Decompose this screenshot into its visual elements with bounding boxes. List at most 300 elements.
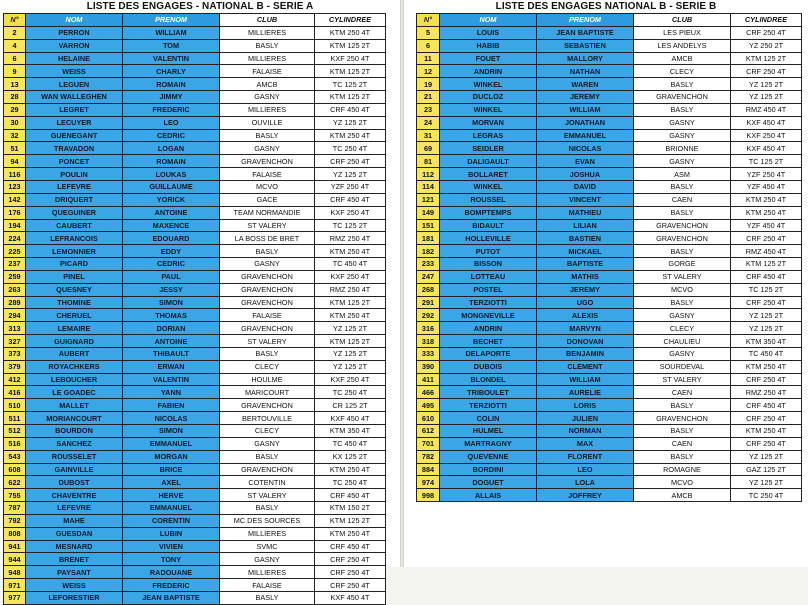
rider-bike: KXF 450 4T bbox=[315, 412, 386, 425]
rider-last-name: ANDRIN bbox=[440, 322, 537, 335]
rider-club: GRAVENCHON bbox=[634, 232, 731, 245]
table-row bbox=[4, 322, 386, 335]
rider-club: LES PIEUX bbox=[634, 26, 731, 39]
rider-last-name: LEFORESTIER bbox=[26, 591, 123, 604]
rider-first-name: BASTIEN bbox=[537, 232, 634, 245]
table-row bbox=[417, 309, 802, 322]
rider-number: 6 bbox=[4, 52, 26, 65]
rider-first-name: LUBIN bbox=[123, 527, 220, 540]
rider-last-name: LECUYER bbox=[26, 116, 123, 129]
table-row bbox=[4, 476, 386, 489]
rider-last-name: LOTTEAU bbox=[440, 270, 537, 283]
rider-first-name: WILLIAM bbox=[537, 103, 634, 116]
rider-number: 225 bbox=[4, 245, 26, 258]
rider-club: ST VALERY bbox=[220, 335, 315, 348]
table-row bbox=[417, 180, 802, 193]
rider-last-name: AUBERT bbox=[26, 347, 123, 360]
rider-club: FALAISE bbox=[220, 579, 315, 592]
table-row bbox=[4, 168, 386, 181]
rider-first-name: CEDRIC bbox=[123, 258, 220, 271]
table-row bbox=[4, 360, 386, 373]
table-row bbox=[4, 489, 386, 502]
rider-club: GASNY bbox=[220, 91, 315, 104]
rider-bike: TC 125 2T bbox=[731, 155, 802, 168]
rider-first-name: MAX bbox=[537, 437, 634, 450]
rider-first-name: DONOVAN bbox=[537, 335, 634, 348]
rider-last-name: LEFEVRE bbox=[26, 502, 123, 515]
entries-table-serie-b bbox=[416, 13, 802, 502]
table-row bbox=[4, 386, 386, 399]
rider-club: BASLY bbox=[634, 399, 731, 412]
rider-number: 294 bbox=[4, 309, 26, 322]
rider-number: 977 bbox=[4, 591, 26, 604]
rider-club: CLECY bbox=[220, 425, 315, 438]
rider-bike: KTM 125 2T bbox=[315, 65, 386, 78]
rider-bike: KTM 125 2T bbox=[315, 91, 386, 104]
rider-last-name: DUBOIS bbox=[440, 360, 537, 373]
rider-club: BASLY bbox=[220, 245, 315, 258]
rider-club: BASLY bbox=[220, 591, 315, 604]
rider-number: 622 bbox=[4, 476, 26, 489]
table-row bbox=[417, 437, 802, 450]
rider-first-name: AXEL bbox=[123, 476, 220, 489]
rider-last-name: MARTRAGNY bbox=[440, 437, 537, 450]
rider-number: 247 bbox=[417, 270, 440, 283]
rider-number: 9 bbox=[4, 65, 26, 78]
rider-number: 808 bbox=[4, 527, 26, 540]
rider-club: GACE bbox=[220, 193, 315, 206]
rider-number: 390 bbox=[417, 360, 440, 373]
rider-first-name: JEREMY bbox=[537, 283, 634, 296]
table-row bbox=[417, 129, 802, 142]
rider-number: 974 bbox=[417, 476, 440, 489]
rider-club: BASLY bbox=[634, 78, 731, 91]
table-row bbox=[417, 91, 802, 104]
rider-number: 516 bbox=[4, 437, 26, 450]
rider-first-name: ANTOINE bbox=[123, 335, 220, 348]
rider-bike: YZ 125 2T bbox=[315, 322, 386, 335]
rider-bike: YZ 125 2T bbox=[731, 91, 802, 104]
table-row bbox=[417, 103, 802, 116]
rider-club: BASLY bbox=[634, 296, 731, 309]
rider-number: 116 bbox=[4, 168, 26, 181]
rider-club: CAEN bbox=[634, 193, 731, 206]
rider-bike: KTM 250 4T bbox=[731, 425, 802, 438]
rider-last-name: QUEGUINER bbox=[26, 206, 123, 219]
rider-club: BASLY bbox=[634, 206, 731, 219]
table-row bbox=[4, 91, 386, 104]
rider-club: GRAVENCHON bbox=[220, 296, 315, 309]
rider-bike: GAZ 125 2T bbox=[731, 463, 802, 476]
rider-bike: KTM 125 2T bbox=[315, 39, 386, 52]
table-row bbox=[417, 360, 802, 373]
rider-last-name: FOUET bbox=[440, 52, 537, 65]
table-header-row bbox=[417, 14, 802, 27]
rider-last-name: ROUSSEL bbox=[440, 193, 537, 206]
table-row bbox=[4, 65, 386, 78]
table-row bbox=[4, 463, 386, 476]
table-row bbox=[417, 335, 802, 348]
rider-club: AMCB bbox=[634, 489, 731, 502]
rider-club: GASNY bbox=[634, 347, 731, 360]
rider-number: 81 bbox=[417, 155, 440, 168]
table-row bbox=[417, 425, 802, 438]
rider-number: 149 bbox=[417, 206, 440, 219]
rider-last-name: QUESNEY bbox=[26, 283, 123, 296]
header-prenom: PRENOM bbox=[537, 14, 634, 27]
rider-number: 292 bbox=[417, 309, 440, 322]
rider-first-name: DAVID bbox=[537, 180, 634, 193]
table-row bbox=[4, 232, 386, 245]
rider-number: 32 bbox=[4, 129, 26, 142]
rider-bike: YZF 450 4T bbox=[731, 219, 802, 232]
rider-first-name: MATHIS bbox=[537, 270, 634, 283]
rider-club: GRAVENCHON bbox=[220, 399, 315, 412]
rider-last-name: LEGRET bbox=[26, 103, 123, 116]
table-row bbox=[4, 412, 386, 425]
page-serie-b bbox=[404, 0, 808, 567]
rider-first-name: LOLA bbox=[537, 476, 634, 489]
rider-last-name: HOLLEVILLE bbox=[440, 232, 537, 245]
rider-club: GRAVENCHON bbox=[220, 322, 315, 335]
rider-last-name: CHAVENTRE bbox=[26, 489, 123, 502]
rider-number: 787 bbox=[4, 502, 26, 515]
rider-bike: YZ 250 2T bbox=[731, 39, 802, 52]
rider-bike: CRF 450 4T bbox=[315, 103, 386, 116]
rider-bike: KTM 250 4T bbox=[731, 360, 802, 373]
table-row bbox=[4, 347, 386, 360]
rider-last-name: PONCET bbox=[26, 155, 123, 168]
table-row bbox=[417, 26, 802, 39]
rider-number: 121 bbox=[417, 193, 440, 206]
rider-number: 11 bbox=[417, 52, 440, 65]
rider-club: GASNY bbox=[220, 258, 315, 271]
rider-bike: CRF 450 4T bbox=[315, 193, 386, 206]
rider-last-name: LEMONNIER bbox=[26, 245, 123, 258]
rider-bike: YZ 125 2T bbox=[315, 168, 386, 181]
rider-bike: CRF 250 4T bbox=[731, 26, 802, 39]
rider-club: MCVO bbox=[634, 476, 731, 489]
rider-first-name: TOM bbox=[123, 39, 220, 52]
rider-last-name: WEISS bbox=[26, 65, 123, 78]
rider-club: GRAVENCHON bbox=[634, 219, 731, 232]
rider-bike: YZ 125 2T bbox=[315, 360, 386, 373]
rider-number: 94 bbox=[4, 155, 26, 168]
rider-club: MILLIERES bbox=[220, 527, 315, 540]
rider-club: MCVO bbox=[220, 180, 315, 193]
table-row bbox=[417, 116, 802, 129]
rider-first-name: EMMANUEL bbox=[123, 437, 220, 450]
rider-club: BASLY bbox=[634, 245, 731, 258]
rider-last-name: GUENEGANT bbox=[26, 129, 123, 142]
rider-first-name: LILIAN bbox=[537, 219, 634, 232]
rider-first-name: DORIAN bbox=[123, 322, 220, 335]
rider-first-name: SIMON bbox=[123, 296, 220, 309]
table-row bbox=[4, 270, 386, 283]
table-row bbox=[4, 206, 386, 219]
rider-first-name: JIMMY bbox=[123, 91, 220, 104]
rider-number: 944 bbox=[4, 553, 26, 566]
rider-first-name: LOGAN bbox=[123, 142, 220, 155]
header-nom: NOM bbox=[440, 14, 537, 27]
rider-last-name: TERZIOTTI bbox=[440, 296, 537, 309]
rider-first-name: JEREMY bbox=[537, 91, 634, 104]
rider-club: MILLIERES bbox=[220, 52, 315, 65]
rider-number: 2 bbox=[4, 26, 26, 39]
table-row bbox=[4, 579, 386, 592]
table-row bbox=[4, 591, 386, 604]
rider-number: 610 bbox=[417, 412, 440, 425]
rider-last-name: DUCLOZ bbox=[440, 91, 537, 104]
rider-first-name: FREDERIC bbox=[123, 103, 220, 116]
rider-bike: RMZ 250 4T bbox=[315, 232, 386, 245]
table-row bbox=[4, 26, 386, 39]
rider-bike: YZF 250 4T bbox=[731, 168, 802, 181]
rider-last-name: GAINVILLE bbox=[26, 463, 123, 476]
rider-first-name: FREDERIC bbox=[123, 579, 220, 592]
rider-club: GASNY bbox=[220, 142, 315, 155]
table-row bbox=[4, 296, 386, 309]
header-club: CLUB bbox=[634, 14, 731, 27]
rider-bike: KTM 250 4T bbox=[315, 527, 386, 540]
rider-number: 4 bbox=[4, 39, 26, 52]
rider-number: 69 bbox=[417, 142, 440, 155]
table-row bbox=[4, 129, 386, 142]
rider-bike: YZ 125 2T bbox=[315, 347, 386, 360]
table-body-serie-a bbox=[4, 26, 386, 604]
rider-number: 29 bbox=[4, 103, 26, 116]
table-row bbox=[417, 78, 802, 91]
rider-bike: TC 250 4T bbox=[315, 142, 386, 155]
rider-bike: KTM 250 4T bbox=[315, 309, 386, 322]
table-row bbox=[417, 322, 802, 335]
rider-number: 512 bbox=[4, 425, 26, 438]
rider-club: ASM bbox=[634, 168, 731, 181]
rider-number: 51 bbox=[4, 142, 26, 155]
rider-bike: KXF 250 4T bbox=[315, 206, 386, 219]
rider-last-name: HULMEL bbox=[440, 425, 537, 438]
rider-last-name: LEGUEN bbox=[26, 78, 123, 91]
table-row bbox=[417, 193, 802, 206]
rider-bike: TC 250 4T bbox=[315, 476, 386, 489]
table-row bbox=[417, 476, 802, 489]
rider-first-name: YORICK bbox=[123, 193, 220, 206]
rider-first-name: MARVYN bbox=[537, 322, 634, 335]
rider-first-name: WILLIAM bbox=[537, 373, 634, 386]
rider-bike: CRF 250 4T bbox=[315, 579, 386, 592]
rider-club: GRAVENCHON bbox=[634, 91, 731, 104]
rider-number: 948 bbox=[4, 566, 26, 579]
rider-first-name: MALLORY bbox=[537, 52, 634, 65]
rider-last-name: MONGNEVILLE bbox=[440, 309, 537, 322]
rider-bike: CRF 250 4T bbox=[731, 373, 802, 386]
rider-bike: RMZ 450 4T bbox=[731, 245, 802, 258]
rider-first-name: LEO bbox=[537, 463, 634, 476]
rider-first-name: ROMAIN bbox=[123, 78, 220, 91]
rider-last-name: ANDRIN bbox=[440, 65, 537, 78]
rider-number: 13 bbox=[4, 78, 26, 91]
header-club: CLUB bbox=[220, 14, 315, 27]
table-row bbox=[4, 450, 386, 463]
rider-club: LES ANDELYS bbox=[634, 39, 731, 52]
rider-club: MC DES SOURCES bbox=[220, 514, 315, 527]
table-row bbox=[417, 489, 802, 502]
table-row bbox=[417, 270, 802, 283]
rider-first-name: MICKAEL bbox=[537, 245, 634, 258]
rider-last-name: HABIB bbox=[440, 39, 537, 52]
table-row bbox=[417, 386, 802, 399]
rider-club: MCVO bbox=[634, 283, 731, 296]
rider-number: 19 bbox=[417, 78, 440, 91]
rider-last-name: BLONDEL bbox=[440, 373, 537, 386]
rider-club: ST VALERY bbox=[220, 219, 315, 232]
rider-club: CLECY bbox=[634, 65, 731, 78]
rider-bike: KTM 350 4T bbox=[731, 335, 802, 348]
header-nom: NOM bbox=[26, 14, 123, 27]
rider-number: 12 bbox=[417, 65, 440, 78]
rider-number: 259 bbox=[4, 270, 26, 283]
rider-number: 411 bbox=[417, 373, 440, 386]
rider-number: 151 bbox=[417, 219, 440, 232]
table-row bbox=[417, 232, 802, 245]
rider-first-name: THIBAULT bbox=[123, 347, 220, 360]
rider-last-name: LEFEVRE bbox=[26, 180, 123, 193]
rider-last-name: BOURDON bbox=[26, 425, 123, 438]
rider-club: ST VALERY bbox=[634, 270, 731, 283]
rider-bike: YZ 125 2T bbox=[731, 322, 802, 335]
rider-bike: KXF 250 4T bbox=[315, 270, 386, 283]
rider-club: GASNY bbox=[220, 437, 315, 450]
rider-club: BASLY bbox=[634, 180, 731, 193]
rider-club: FALAISE bbox=[220, 309, 315, 322]
rider-last-name: PICARD bbox=[26, 258, 123, 271]
rider-bike: YZF 450 4T bbox=[731, 180, 802, 193]
table-row bbox=[417, 52, 802, 65]
rider-last-name: DELAPORTE bbox=[440, 347, 537, 360]
table-row bbox=[417, 245, 802, 258]
rider-last-name: WAN WALLEGHEN bbox=[26, 91, 123, 104]
table-row bbox=[4, 52, 386, 65]
header-prenom: PRENOM bbox=[123, 14, 220, 27]
rider-number: 510 bbox=[4, 399, 26, 412]
rider-club: FALAISE bbox=[220, 168, 315, 181]
rider-last-name: BOLLARET bbox=[440, 168, 537, 181]
rider-first-name: SEBASTIEN bbox=[537, 39, 634, 52]
rider-last-name: MORIANCOURT bbox=[26, 412, 123, 425]
rider-last-name: BORDINI bbox=[440, 463, 537, 476]
rider-bike: KXF 450 4T bbox=[315, 591, 386, 604]
rider-club: GORGE bbox=[634, 258, 731, 271]
rider-bike: KTM 250 4T bbox=[731, 193, 802, 206]
rider-first-name: BRICE bbox=[123, 463, 220, 476]
rider-number: 233 bbox=[417, 258, 440, 271]
rider-bike: TC 125 2T bbox=[731, 283, 802, 296]
rider-club: BRIONNE bbox=[634, 142, 731, 155]
rider-last-name: LE GOADEC bbox=[26, 386, 123, 399]
rider-last-name: MORVAN bbox=[440, 116, 537, 129]
table-row bbox=[4, 437, 386, 450]
rider-first-name: LOUKAS bbox=[123, 168, 220, 181]
rider-number: 123 bbox=[4, 180, 26, 193]
table-row bbox=[417, 219, 802, 232]
rider-bike: TC 250 4T bbox=[731, 489, 802, 502]
rider-last-name: PINEL bbox=[26, 270, 123, 283]
rider-last-name: BISSON bbox=[440, 258, 537, 271]
rider-bike: CRF 250 4T bbox=[731, 65, 802, 78]
rider-club: BASLY bbox=[634, 450, 731, 463]
rider-bike: CRF 250 4T bbox=[315, 566, 386, 579]
rider-number: 23 bbox=[417, 103, 440, 116]
rider-bike: KTM 250 4T bbox=[731, 206, 802, 219]
rider-first-name: CORENTIN bbox=[123, 514, 220, 527]
rider-first-name: WAREN bbox=[537, 78, 634, 91]
rider-club: SOURDEVAL bbox=[634, 360, 731, 373]
table-row bbox=[4, 142, 386, 155]
page-title-serie-b: LISTE DES ENGAGES NATIONAL B - SERIE B bbox=[495, 1, 717, 12]
table-row bbox=[4, 540, 386, 553]
rider-first-name: JOSHUA bbox=[537, 168, 634, 181]
rider-last-name: WINKEL bbox=[440, 103, 537, 116]
rider-number: 6 bbox=[417, 39, 440, 52]
rider-number: 701 bbox=[417, 437, 440, 450]
table-row bbox=[417, 283, 802, 296]
table-row bbox=[4, 566, 386, 579]
rider-bike: KTM 125 2T bbox=[315, 296, 386, 309]
rider-bike: CRF 250 4T bbox=[731, 437, 802, 450]
rider-last-name: BIDAULT bbox=[440, 219, 537, 232]
rider-club: MARICOURT bbox=[220, 386, 315, 399]
header-num: N° bbox=[417, 14, 440, 27]
rider-first-name: ALEXIS bbox=[537, 309, 634, 322]
rider-number: 495 bbox=[417, 399, 440, 412]
rider-club: MILLIERES bbox=[220, 26, 315, 39]
rider-last-name: DUBOST bbox=[26, 476, 123, 489]
rider-number: 379 bbox=[4, 360, 26, 373]
rider-bike: YZ 125 2T bbox=[731, 450, 802, 463]
rider-first-name: WILLIAM bbox=[123, 26, 220, 39]
rider-club: AMCB bbox=[220, 78, 315, 91]
rider-bike: RMZ 250 4T bbox=[315, 283, 386, 296]
table-row bbox=[4, 553, 386, 566]
rider-first-name: MATHIEU bbox=[537, 206, 634, 219]
rider-first-name: LEO bbox=[123, 116, 220, 129]
rider-bike: KTM 125 2T bbox=[315, 514, 386, 527]
table-row bbox=[417, 412, 802, 425]
rider-number: 884 bbox=[417, 463, 440, 476]
rider-first-name: JEAN BAPTISTE bbox=[123, 591, 220, 604]
rider-number: 612 bbox=[417, 425, 440, 438]
rider-number: 142 bbox=[4, 193, 26, 206]
rider-number: 28 bbox=[4, 91, 26, 104]
rider-last-name: GUESDAN bbox=[26, 527, 123, 540]
rider-bike: TC 125 2T bbox=[315, 219, 386, 232]
rider-first-name: EMMANUEL bbox=[537, 129, 634, 142]
rider-first-name: EDOUARD bbox=[123, 232, 220, 245]
page-serie-a bbox=[0, 0, 400, 603]
rider-last-name: MAHE bbox=[26, 514, 123, 527]
rider-bike: YZF 250 4T bbox=[315, 180, 386, 193]
rider-number: 182 bbox=[417, 245, 440, 258]
rider-number: 21 bbox=[417, 91, 440, 104]
rider-number: 291 bbox=[417, 296, 440, 309]
rider-first-name: YANN bbox=[123, 386, 220, 399]
rider-last-name: LEFRANCOIS bbox=[26, 232, 123, 245]
rider-bike: CRF 450 4T bbox=[315, 540, 386, 553]
rider-first-name: CEDRIC bbox=[123, 129, 220, 142]
table-row bbox=[4, 245, 386, 258]
rider-number: 511 bbox=[4, 412, 26, 425]
rider-number: 416 bbox=[4, 386, 26, 399]
